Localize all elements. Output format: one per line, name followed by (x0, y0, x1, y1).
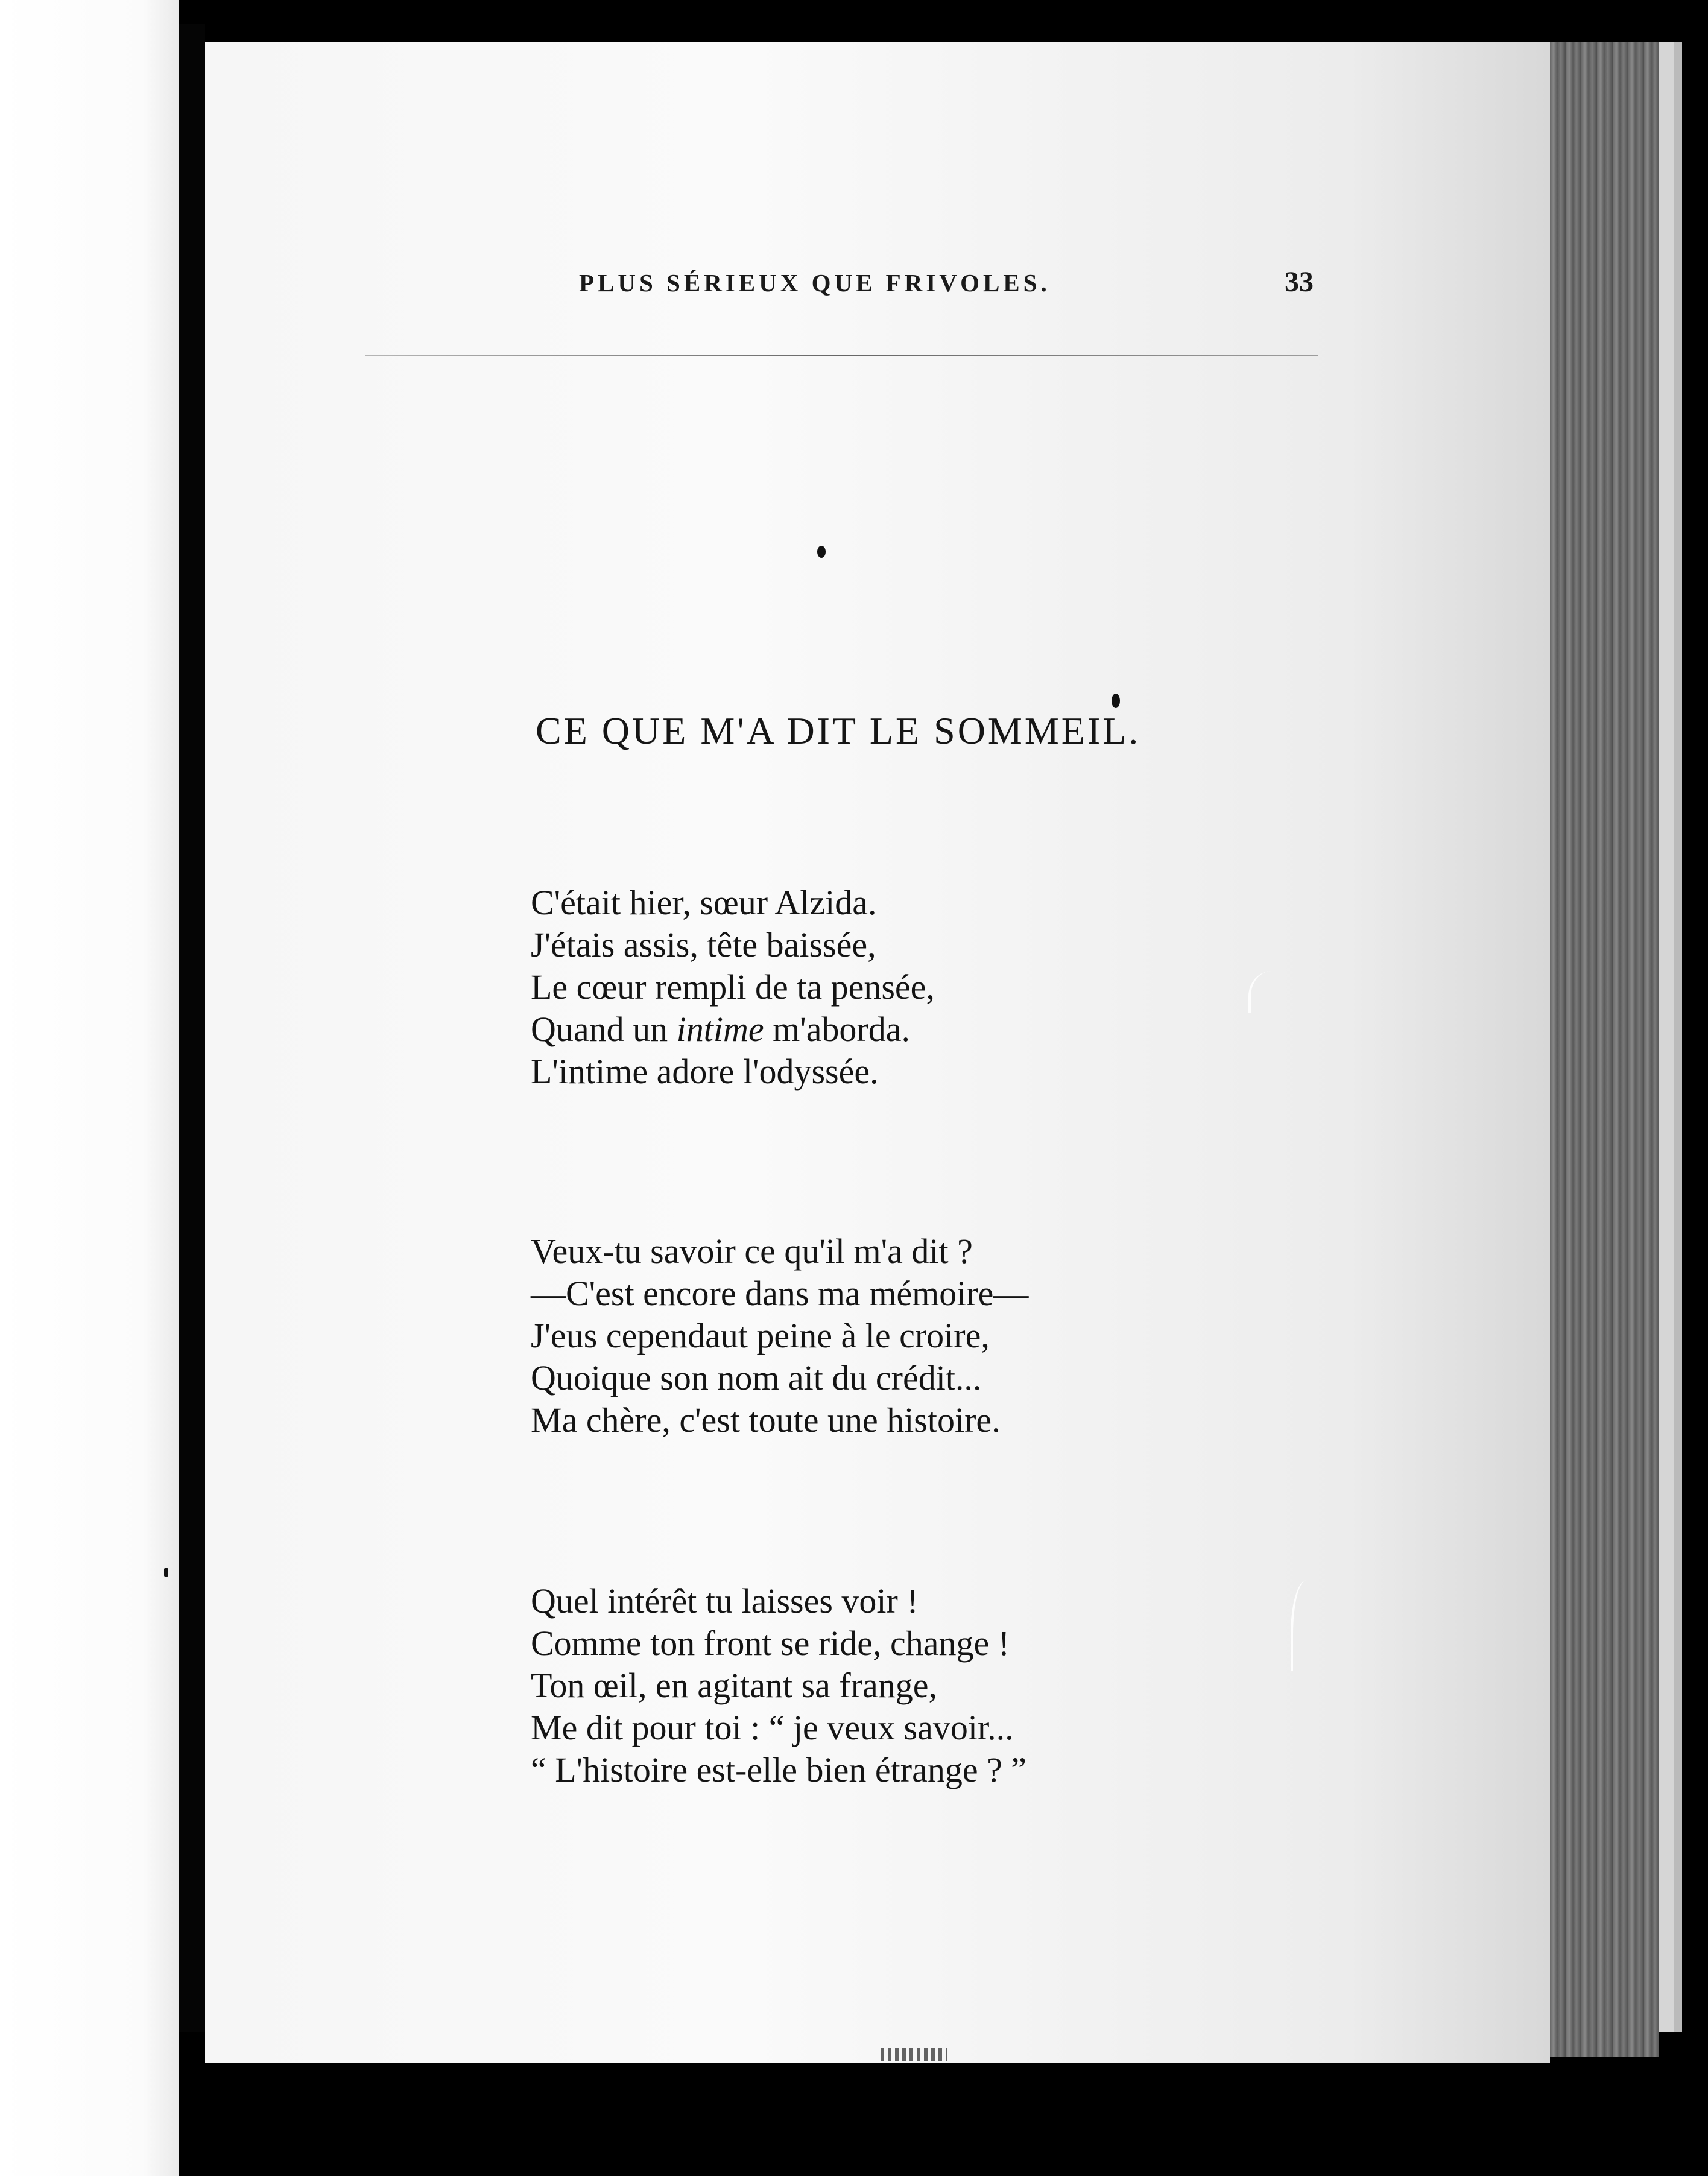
stray-mark (164, 1568, 168, 1577)
verse-line: —C'est encore dans ma mémoire— (531, 1274, 1029, 1313)
page-block-edge (1550, 42, 1659, 2057)
stanza (531, 1580, 1026, 1791)
stray-mark (881, 2048, 947, 2061)
verse-line: C'était hier, sœur Alzida. (531, 883, 877, 922)
verse-line (531, 1008, 935, 1051)
verse-line: Comme ton front se ride, change ! (531, 1624, 1010, 1663)
ornament-dot (817, 546, 826, 558)
verse-line: J'eus cependaut peine à le croire, (531, 1316, 990, 1355)
verse-line: L'intime adore l'odyssée. (531, 1052, 879, 1091)
verse-text: m'aborda. (764, 1010, 910, 1049)
verse-line: Ma chère, c'est toute une histoire. (531, 1400, 1001, 1440)
stanza (531, 1230, 1028, 1441)
header-rule (365, 355, 1318, 356)
verse-line: J'étais assis, tête baissée, (531, 925, 876, 964)
book-gutter (179, 24, 205, 2032)
italic-word: intime (676, 1010, 764, 1049)
verse-line: Quel intérêt tu laisses voir ! (531, 1581, 919, 1621)
ornament-dot (1112, 694, 1120, 708)
verse-line: Quoique son nom ait du crédit... (531, 1358, 982, 1397)
verse-line: “ L'histoire est-elle bien étrange ? ” (531, 1750, 1027, 1789)
poem-title: CE QUE M'A DIT LE SOMMEIL. (536, 709, 1141, 752)
running-head: PLUS SÉRIEUX QUE FRIVOLES. (579, 269, 1051, 297)
verse-line: Ton œil, en agitant sa frange, (531, 1666, 937, 1705)
facing-page-edge (0, 0, 179, 2176)
verse-line: Me dit pour toi : “ je veux savoir... (531, 1708, 1014, 1747)
page-block-edge (1674, 42, 1682, 2032)
verse-line: Le cœur rempli de ta pensée, (531, 967, 935, 1007)
verse-text: Quand un (531, 1010, 677, 1049)
page-number: 33 (1285, 266, 1314, 298)
stanza (531, 882, 935, 1093)
page-block-edge (1659, 42, 1674, 2032)
verse-line: Veux-tu savoir ce qu'il m'a dit ? (531, 1232, 973, 1271)
